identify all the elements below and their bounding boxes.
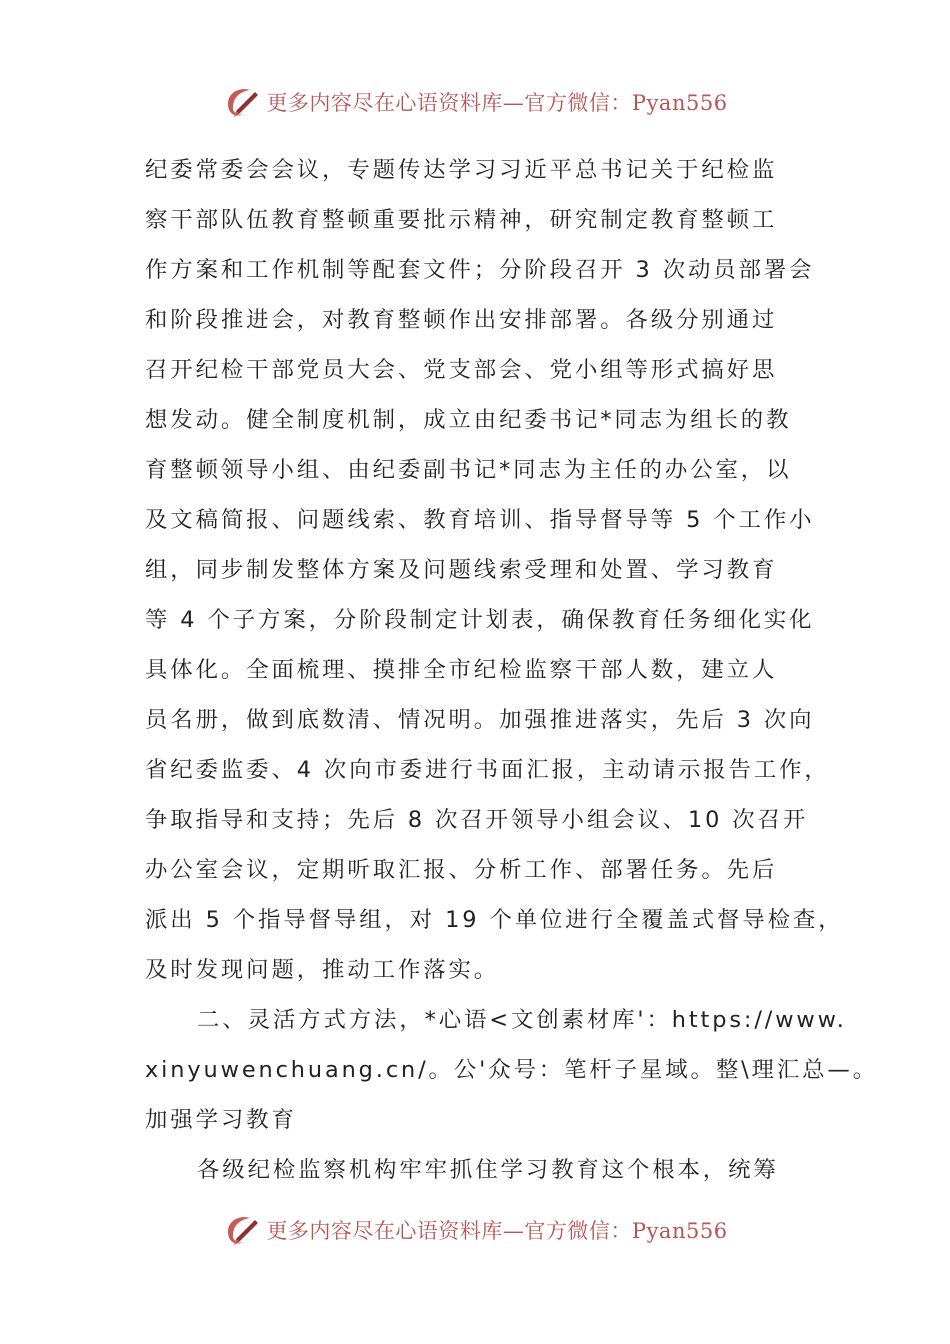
text-line: 纪委常委会会议，专题传达学习习近平总书记关于纪检监 <box>145 157 778 183</box>
text-line: 具体化。全面梳理、摸排全市纪检监察干部人数，建立人 <box>145 657 778 683</box>
text-line: 及文稿简报、问题线索、教育培训、指导督导等 5 个工作小 <box>145 507 815 533</box>
text-line: 召开纪检干部党员大会、党支部会、党小组等形式搞好思 <box>145 357 778 383</box>
text-line: 育整顿领导小组、由纪委副书记*同志为主任的办公室，以 <box>145 457 792 483</box>
text-line: 派出 5 个指导督导组，对 19 个单位进行全覆盖式督导检查， <box>145 907 844 933</box>
text-line: 作方案和工作机制等配套文件；分阶段召开 3 次动员部署会 <box>145 257 815 283</box>
banner-text: 更多内容尽在心语资料库—官方微信：Pyan556 <box>266 91 728 115</box>
text-line: 等 4 个子方案，分阶段制定计划表，确保教育任务细化实化 <box>145 607 815 633</box>
banner-group <box>222 1212 727 1248</box>
pen-logo-icon <box>222 1212 262 1248</box>
text-line: 争取指导和支持；先后 8 次召开领导小组会议、10 次召开 <box>145 807 809 833</box>
banner-group <box>222 84 727 120</box>
text-line: 员名册，做到底数清、情况明。加强推进落实，先后 3 次向 <box>145 707 815 733</box>
text-line: 省纪委监委、4 次向市委进行书面汇报，主动请示报告工作， <box>145 757 830 783</box>
paragraph-2 <box>145 995 879 1145</box>
text-line: 察干部队伍教育整顿重要批示精神，研究制定教育整顿工 <box>145 207 778 233</box>
text-line: 各级纪检监察机构牢牢抓住学习教育这个根本，统筹 <box>197 1157 779 1183</box>
paragraph-3 <box>145 1145 810 1195</box>
pen-logo-icon <box>222 84 262 120</box>
section-heading-line: 二、灵活方式方法，*心语<文创素材库'：https://www. <box>197 1007 847 1033</box>
url-line: xinyuwenchuang.cn/。公'众号：笔杆子星域。整\理汇总—。 <box>145 1057 879 1083</box>
document-body <box>145 145 879 1195</box>
text-line: 和阶段推进会，对教育整顿作出安排部署。各级分别通过 <box>145 307 778 333</box>
text-line: 及时发现问题，推动工作落实。 <box>145 957 500 983</box>
paragraph-1 <box>145 145 844 995</box>
text-line: 组，同步制发整体方案及问题线索受理和处置、学习教育 <box>145 557 778 583</box>
header-banner <box>0 82 950 122</box>
banner-text: 更多内容尽在心语资料库—官方微信：Pyan556 <box>266 1219 728 1243</box>
footer-banner <box>0 1210 950 1250</box>
text-line: 办公室会议，定期听取汇报、分析工作、部署任务。先后 <box>145 857 778 883</box>
subsection-heading: 加强学习教育 <box>145 1107 297 1133</box>
text-line: 想发动。健全制度机制，成立由纪委书记*同志为组长的教 <box>145 407 792 433</box>
